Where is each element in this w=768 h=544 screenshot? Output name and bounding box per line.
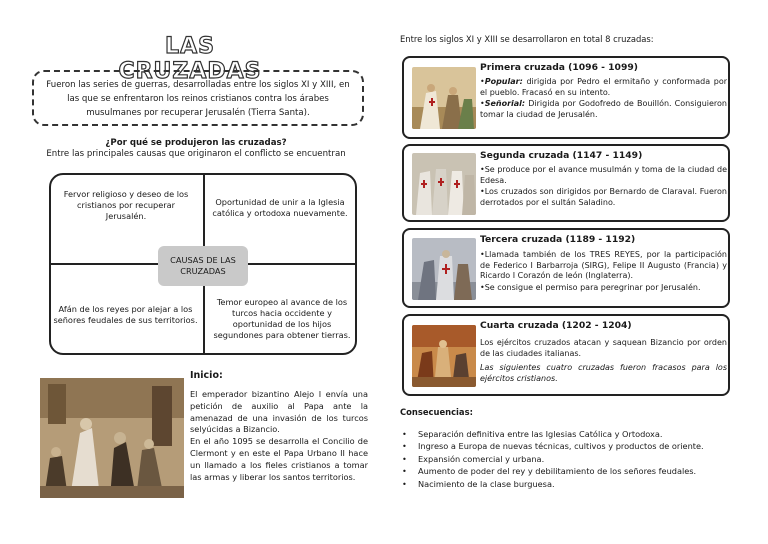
inicio-title: Inicio: (190, 370, 223, 381)
bullet-label: Señorial: (484, 99, 526, 108)
crusade-2-title: Segunda cruzada (1147 - 1149) (480, 150, 643, 161)
bullet-text: Los cruzados son dirigidos por Bernardo de Claraval. Fueron derrotados por el sultán Saladino. (480, 187, 727, 207)
bullet-text: dirigida por Pedro el ermitaño y conformada por el pueblo. Fracasó en su intento. (480, 77, 727, 97)
crusade-3-body: •Llamada también de los TRES REYES, por la participación de Federico I Barbarroja (SIRG), Felipe II Augusto (Francia) y Ricardo I Corazón de león (Inglaterra). •Se consigue el permiso para peregrinar por Jerusalén. (480, 250, 727, 292)
council-image (40, 378, 184, 498)
consecuencias-list (400, 428, 730, 490)
cause-3: Afán de los reyes por alejar a los señores feudales de sus territorios. (53, 304, 198, 325)
inicio-text (190, 389, 368, 483)
bullet-text: Llamada también de los TRES REYES, por la participación de Federico I Barbarroja (SIRG), Felipe II Augusto (Francia) y Ricardo I Corazón de león (Inglaterra). (480, 250, 727, 280)
list-item: • Aumento de poder del rey y debilitamiento de los señores feudales. (400, 465, 730, 477)
crusade-4-text: Los ejércitos cruzados atacan y saquean Bizancio por orden de las ciudades italianas. (480, 338, 727, 358)
crusade-2-body: •Se produce por el avance musulmán y toma de la ciudad de Edesa. •Los cruzados son dirigidos por Bernardo de Claraval. Fueron derrotados por el sultán Saladino. (480, 165, 727, 207)
causes-center-label: CAUSAS DE LAS CRUZADAS (158, 246, 248, 286)
list-item: • Separación definitiva entre las Iglesias Católica y Ortodoxa. (400, 428, 730, 440)
crusade-1-body: •Popular: dirigida por Pedro el ermitaño y conformada por el pueblo. Fracasó en su intento. •Señorial: Dirigida por Godofredo de Bouillón. Consiguieron tomar la ciudad de Jerusalén. (480, 77, 727, 119)
bullet-text: Dirigida por Godofredo de Bouillón. Consiguieron tomar la ciudad de Jerusalén. (480, 99, 727, 119)
list-item: • Ingreso a Europa de nuevas técnicas, cultivos y productos de oriente. (400, 440, 730, 452)
crusade-1-title: Primera cruzada (1096 - 1099) (480, 62, 638, 73)
crusade-4-body (480, 338, 727, 385)
consecuencias-title: Consecuencias: (400, 407, 473, 417)
list-item: • Nacimiento de la clase burguesa. (400, 478, 730, 490)
inicio-paragraph-2: En el año 1095 se desarrolla el Concilio de Clermont y en este el Papa Urbano II hace un llamado a los fieles cristianos a tomar las armas y liberar los santos territorios. (190, 436, 368, 482)
crusade-4-image (412, 325, 476, 387)
crusade-3-title: Tercera cruzada (1189 - 1192) (480, 234, 636, 245)
bullet-text: Se consigue el permiso para peregrinar por Jerusalén. (484, 282, 701, 292)
crusade-card-1 (402, 56, 730, 139)
cruzadas-intro: Entre los siglos XI y XIII se desarrollaron en total 8 cruzadas: (400, 34, 654, 44)
cause-1: Fervor religioso y deseo de los cristianos por recuperar Jerusalén. (63, 189, 189, 221)
causes-subtitle: Entre las principales causas que originaron el conflicto se encuentran (46, 149, 346, 159)
crusade-1-image (412, 67, 476, 129)
cause-2: Oportunidad de unir a la Iglesia católica y ortodoxa nuevamente. (212, 197, 348, 218)
bullet-label: Popular: (484, 77, 523, 86)
crusade-4-title: Cuarta cruzada (1202 - 1204) (480, 320, 632, 331)
cause-4: Temor europeo al avance de los turcos hacia occidente y oportunidad de los hijos segundones para obtener tierras. (213, 297, 351, 340)
crusade-card-2 (402, 144, 730, 222)
intro-box: Fueron las series de guerras, desarrolladas entre los siglos XI y XIII, en las que se enfrentaron los reinos cristianos contra los árabes musulmanes por recuperar Jerusalén (Tierra Santa). (32, 70, 364, 126)
page-title: LAS CRUZADAS (118, 34, 262, 84)
bullet-text: Se produce por el avance musulmán y toma de la ciudad de Edesa. (480, 165, 727, 185)
causes-question: ¿Por qué se produjeron las cruzadas? (105, 138, 287, 148)
inicio-paragraph-1: El emperador bizantino Alejo I envía una petición de auxilio al Papa ante la amenazad de una invasión de los turcos selyúcidas a Bizancio. (190, 389, 368, 435)
crusade-2-image (412, 153, 476, 215)
list-item: • Expansión comercial y urbana. (400, 453, 730, 465)
crusade-4-note: Las siguientes cuatro cruzadas fueron fracasos para los ejércitos cristianos. (480, 363, 727, 383)
crusade-card-4 (402, 314, 730, 396)
crusade-card-3 (402, 228, 730, 308)
crusade-3-image (412, 238, 476, 300)
